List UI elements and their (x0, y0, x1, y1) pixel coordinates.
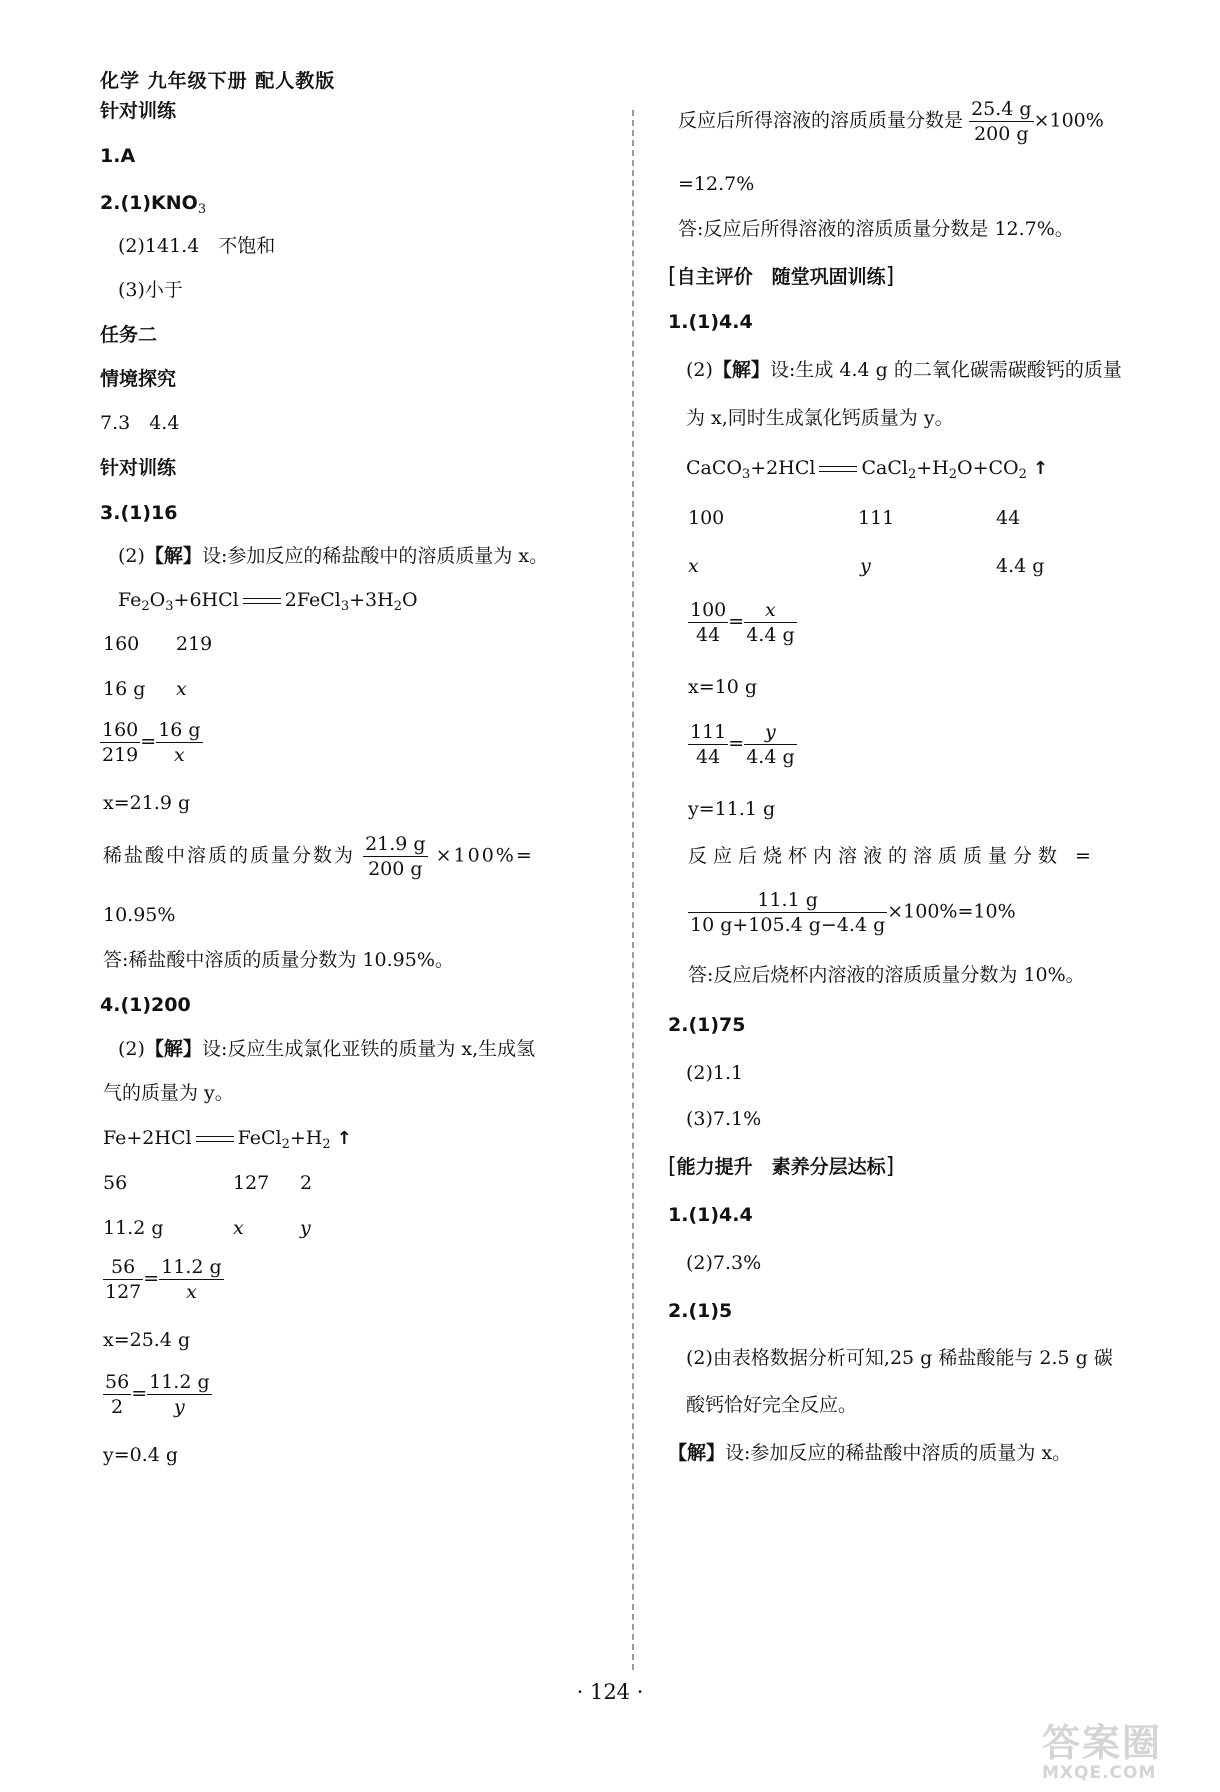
section-header: [自主评价 随堂巩固训练] (668, 264, 895, 289)
page-number: · 124 · (576, 1680, 644, 1704)
proportion: $\frac{100}{44}$ = $\frac{x}{4.4 g}$ (690, 599, 795, 646)
mass-value: 2 (300, 1172, 313, 1194)
answer-line: 2.(1)75 (668, 1014, 746, 1036)
result-line: =12.7% (678, 173, 755, 195)
answer-line: 7.3 4.4 (100, 412, 180, 434)
result-line: x=25.4 g (103, 1329, 191, 1351)
chemical-equation: $Fe_2O_3+6HCl$ $2FeCl_3+3H_2O$ (118, 589, 418, 614)
section-title: 针对训练 (100, 457, 177, 479)
answer-line: 2.(1)5 (668, 1300, 733, 1322)
mass-value: 219 (176, 633, 213, 655)
answer-line: 1.(1)4.4 (668, 311, 753, 333)
answer-line: $2.(1)KNO_3$ (100, 192, 207, 217)
section-title: 针对训练 (100, 100, 177, 122)
explanation-line: 酸钙恰好完全反应。 (686, 1394, 858, 1416)
result-line: y=0.4 g (103, 1444, 179, 1466)
mass-value: 4.4 g (996, 555, 1045, 577)
solution-intro: (2)【解】设:参加反应的稀盐酸中的溶质质量为 x。 (118, 545, 549, 567)
section-title: 任务二 (100, 324, 158, 346)
answer-line: 1.(1)4.4 (668, 1204, 753, 1226)
mass-value: 56 (103, 1172, 128, 1194)
solution-intro: (2)【解】设:生成 4.4 g 的二氧化碳需碳酸钙的质量 (686, 359, 1122, 381)
answer-statement: 答:反应后烧杯内溶液的溶质质量分数为 10%。 (688, 964, 1085, 986)
chemical-equation: Fe+2HCl $FeCl_2+H_2$ ↑ (103, 1127, 352, 1152)
result-line: 10.95% (103, 904, 176, 926)
equals-sign (239, 596, 285, 606)
answer-line: (3)7.1% (686, 1108, 762, 1130)
concentration-line: 反应后所得溶液的溶质质量分数是 $\frac{25.4 g}{200 g}$ ×100% (678, 98, 1104, 145)
answer-line: 1.A (100, 145, 136, 167)
mass-value: 11.2 g (103, 1217, 164, 1239)
mass-value: 16 g (103, 678, 146, 700)
gas-arrow-icon: ↑ (336, 1128, 352, 1149)
gas-arrow-icon: ↑ (1032, 458, 1049, 479)
proportion: $\frac{56}{127}$ = $\frac{11.2 g}{x}$ (105, 1256, 222, 1303)
solution-intro: (2)【解】设:反应生成氯化亚铁的质量为 x,生成氢 (118, 1038, 536, 1060)
mass-value: x (233, 1217, 244, 1239)
answer-line: (2)1.1 (686, 1062, 744, 1084)
answer-line: 3.(1)16 (100, 502, 178, 524)
proportion: $\frac{111}{44}$ = $\frac{y}{4.4 g}$ (690, 721, 795, 768)
section-title: 情境探究 (100, 368, 177, 390)
result-line: y=11.1 g (688, 798, 776, 820)
chemical-equation: CaCO$_3$+2HCl $CaCl_2+H_2O+CO_2$ ↑ (686, 457, 1049, 482)
answer-line: (2)7.3% (686, 1252, 762, 1274)
mass-value: y (300, 1217, 311, 1239)
page-header: 化学 九年级下册 配人教版 (100, 70, 336, 92)
mass-value: y (860, 555, 871, 577)
section-header: [能力提升 素养分层达标] (668, 1154, 895, 1179)
mass-value: 44 (996, 507, 1021, 529)
answer-line: (3)小于 (118, 279, 183, 301)
mass-value: x (176, 678, 187, 700)
equals-sign (815, 464, 861, 474)
column-divider (632, 110, 634, 1670)
concentration-fraction: $\frac{11.1 g}{10 g+105.4 g-4.4 g}$ ×100%=10% (690, 889, 1016, 936)
mass-value: 127 (233, 1172, 270, 1194)
solution-intro: 【解】设:参加反应的稀盐酸中溶质的质量为 x。 (668, 1442, 1072, 1464)
answer-line: (2)141.4 不饱和 (118, 235, 276, 257)
answer-statement: 答:稀盐酸中溶质的质量分数为 10.95%。 (103, 949, 454, 971)
mass-value: 100 (688, 507, 725, 529)
answer-line: 4.(1)200 (100, 994, 191, 1016)
proportion: $\frac{160}{219}$ = $\frac{16 g}{x}$ (102, 719, 201, 766)
result-line: x=21.9 g (103, 792, 191, 814)
mass-value: 111 (858, 507, 895, 529)
concentration-line: 稀盐酸中溶质的质量分数为 $\frac{21.9 g}{200 g}$ ×100%= (103, 833, 534, 880)
answer-statement: 答:反应后所得溶液的溶质质量分数是 12.7%。 (678, 218, 1074, 240)
proportion: $\frac{56}{2}$ = $\frac{11.2 g}{y}$ (105, 1371, 210, 1418)
explanation-line: (2)由表格数据分析可知,25 g 稀盐酸能与 2.5 g 碳 (686, 1347, 1113, 1369)
mass-value: x (688, 555, 699, 577)
watermark-logo: 答案圈 MXQE.COM (1042, 1721, 1163, 1783)
solution-intro: 气的质量为 y。 (103, 1082, 234, 1104)
mass-value: 160 (103, 633, 140, 655)
concentration-line: 反应后烧杯内溶液的溶质质量分数 = (688, 845, 1097, 867)
result-line: x=10 g (688, 676, 758, 698)
equals-sign (192, 1134, 238, 1144)
solution-intro: 为 x,同时生成氯化钙质量为 y。 (686, 407, 954, 429)
